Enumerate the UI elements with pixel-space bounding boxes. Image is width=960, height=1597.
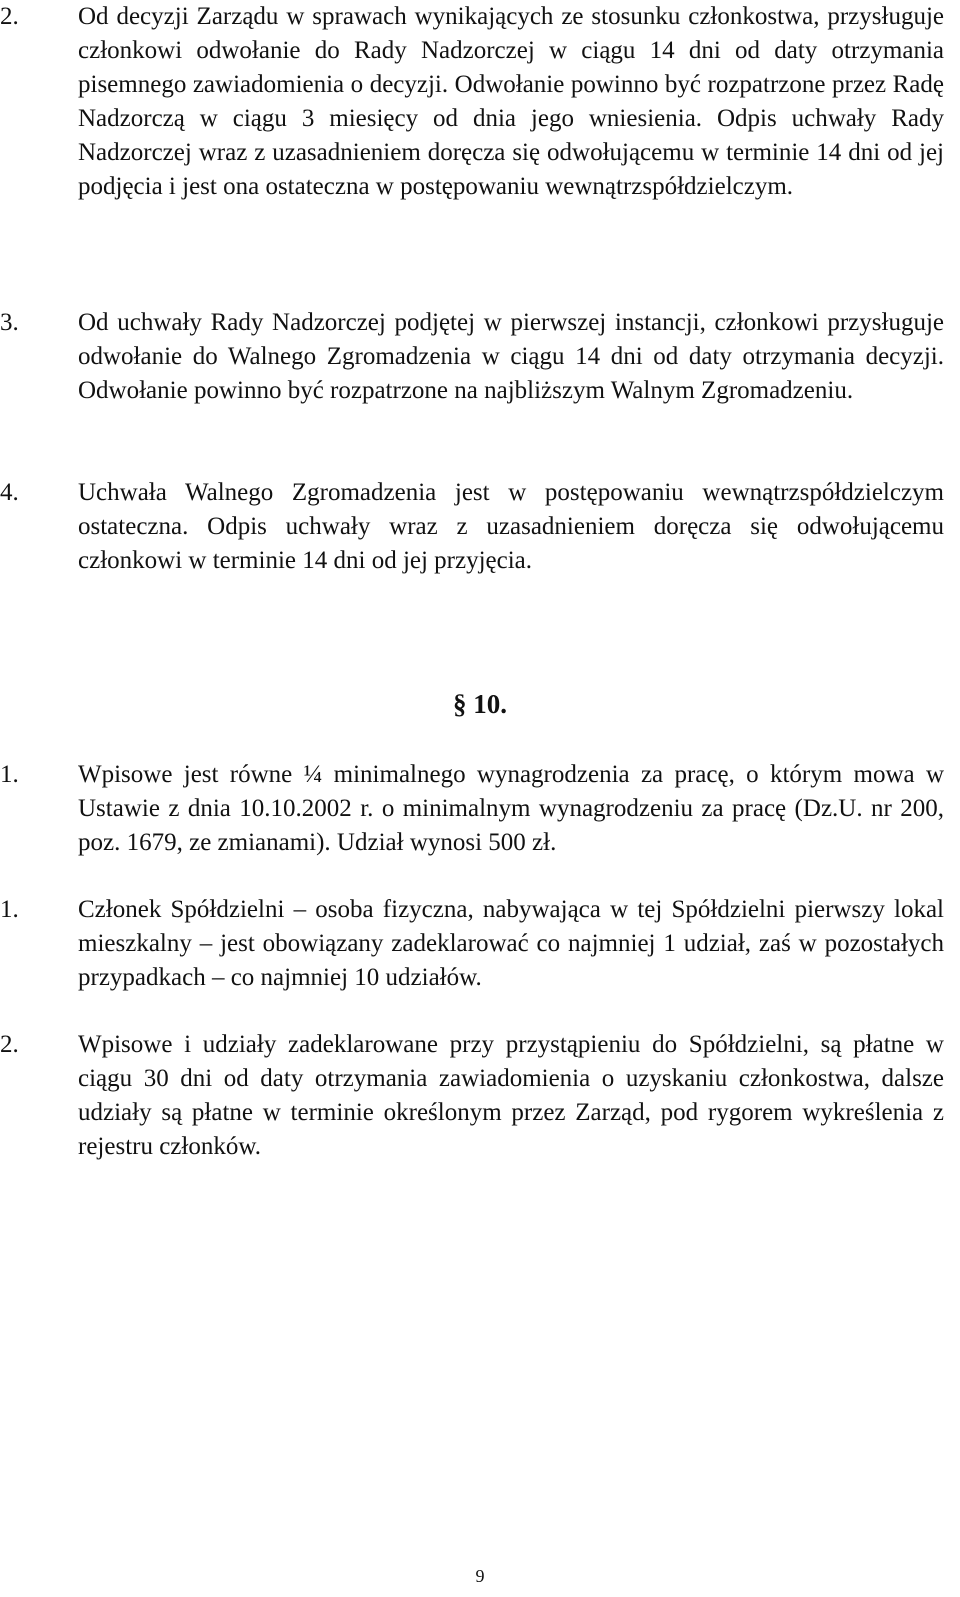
paragraph-number: 1. (0, 761, 19, 788)
paragraph-text: Członek Spółdzielni – osoba fizyczna, nabywająca w tej Spółdzielni pierwszy lokal mieszkalny – jest obowiązany zadeklarować co najmniej 1 udział, zaś w pozostałych przypadkach – co najmniej 10 udziałów. (78, 896, 944, 991)
paragraph-number: 3. (0, 309, 19, 336)
paragraph-text: Uchwała Walnego Zgromadzenia jest w postępowaniu wewnątrzspółdzielczym ostateczna. Odpis uchwały wraz z uzasadnieniem doręcza się odwołującemu członkowi w terminie 14 dni od jej przyjęcia. (78, 479, 944, 574)
paragraph-number: 2. (0, 3, 19, 30)
page-number: 9 (475, 1566, 485, 1586)
paragraph-text: Wpisowe jest równe ¼ minimalnego wynagrodzenia za pracę, o którym mowa w Ustawie z dnia 10.10.2002 r. o minimalnym wynagrodzeniu za pracę (Dz.U. nr 200, poz. 1679, ze zmianami). Udział wynosi 500 zł. (78, 761, 944, 856)
paragraph-number: 1. (0, 896, 19, 923)
paragraph-number: 2. (0, 1031, 19, 1058)
paragraph-number: 4. (0, 479, 19, 506)
paragraph-text: Od uchwały Rady Nadzorczej podjętej w pierwszej instancji, członkowi przysługuje odwołanie do Walnego Zgromadzenia w ciągu 14 dni od daty otrzymania decyzji. Odwołanie powinno być rozpatrzone na najbliższym Walnym Zgromadzeniu. (78, 309, 944, 404)
paragraph-text: Od decyzji Zarządu w sprawach wynikających ze stosunku członkostwa, przysługuje członkowi odwołanie do Rady Nadzorczej w ciągu 14 dni od daty otrzymania pisemnego zawiadomienia o decyzji. Odwołanie powinno być rozpatrzone przez Radę Nadzorczą w ciągu 3 miesięcy od dnia jego wniesienia. Odpis uchwały Rady Nadzorczej wraz z uzasadnieniem doręcza się odwołującemu w terminie 14 dni od jej podjęcia i jest ona ostateczna w postępowaniu wewnątrzspółdzielczym. (78, 3, 944, 200)
paragraph-text: Wpisowe i udziały zadeklarowane przy przystąpieniu do Spółdzielni, są płatne w ciągu 30 dni od daty otrzymania zawiadomienia o uzyskaniu członkostwa, dalsze udziały są płatne w terminie określonym przez Zarząd, pod rygorem wykreślenia z rejestru członków. (78, 1031, 944, 1160)
section-heading: § 10. (453, 689, 507, 719)
